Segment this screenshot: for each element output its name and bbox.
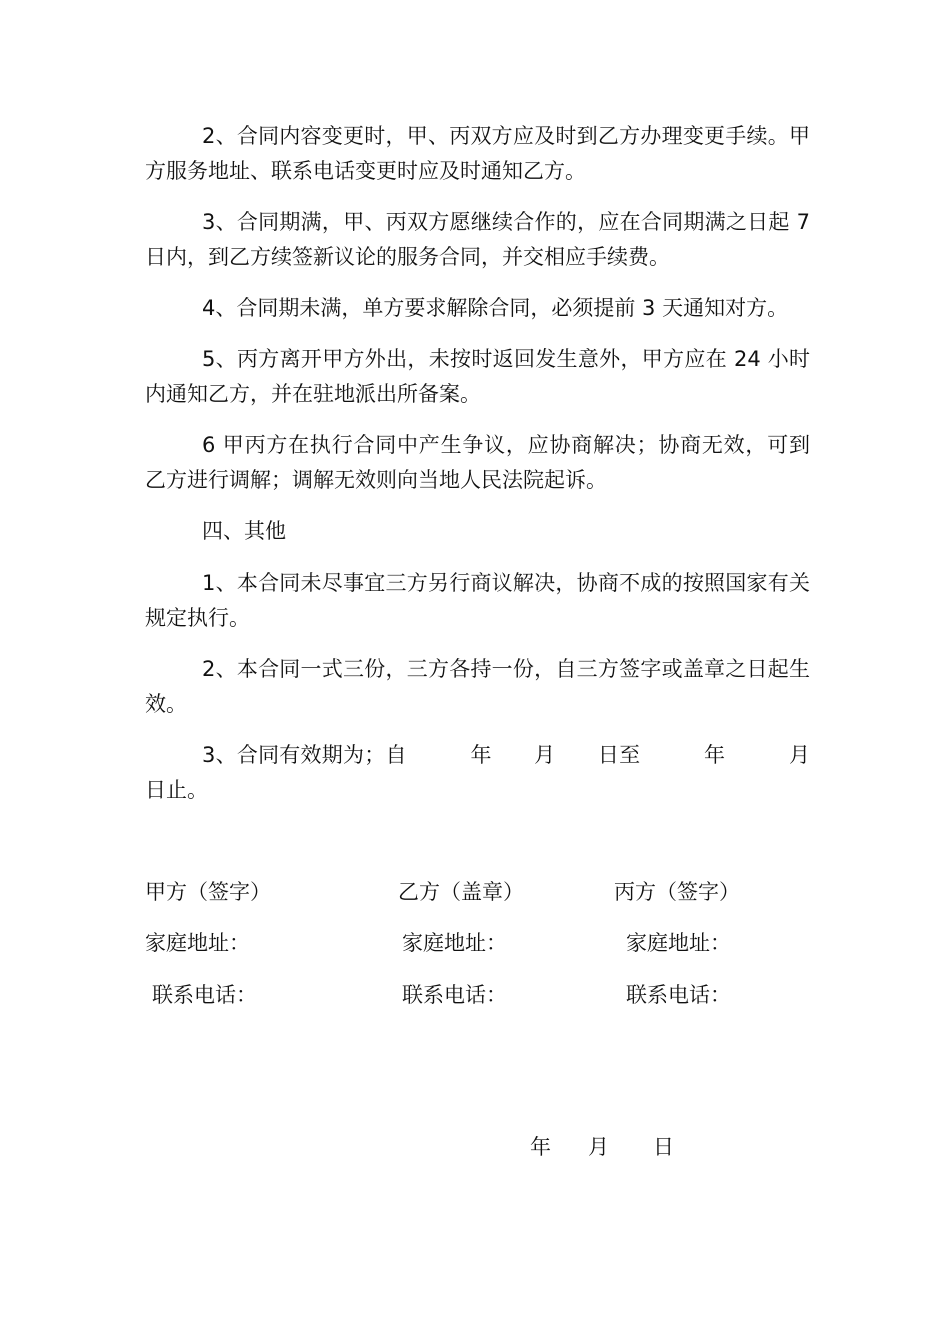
- clause-6-dispute: 6 甲丙方在执行合同中产生争议，应协商解决；协商无效，可到乙方进行调解；调解无效则向当地人民法院起诉。: [145, 433, 810, 492]
- date-day-label: 日: [653, 1135, 674, 1159]
- phone-party-a: 联系电话：: [152, 983, 257, 1007]
- address-party-a: 家庭地址：: [145, 931, 250, 955]
- other-clause-1: 1、本合同未尽事宜三方另行商议解决，协商不成的按照国家有关规定执行。: [145, 571, 810, 630]
- date-month-label: 月: [588, 1135, 609, 1159]
- other-clause-2: 2、本合同一式三份，三方各持一份，自三方签字或盖章之日起生效。: [145, 657, 810, 716]
- phone-party-b: 联系电话：: [402, 983, 507, 1007]
- clause-2-change: 2、合同内容变更时，甲、丙双方应及时到乙方办理变更手续。甲方服务地址、联系电话变更时应及时通知乙方。: [145, 124, 810, 183]
- address-party-b: 家庭地址：: [402, 931, 507, 955]
- signature-party-c: 丙方（签字）: [614, 880, 740, 904]
- signature-party-a: 甲方（签字）: [145, 880, 271, 904]
- clause-3-renewal: 3、合同期满，甲、丙双方愿继续合作的，应在合同期满之日起 7 日内，到乙方续签新议论的服务合同，并交相应手续费。: [145, 210, 810, 269]
- signature-party-b: 乙方（盖章）: [398, 880, 524, 904]
- date-year-label: 年: [530, 1135, 551, 1159]
- other-clause-3-validity: 3、合同有效期为；自 年 月 日至 年 月 日止。: [145, 743, 936, 802]
- clause-5-absence: 5、丙方离开甲方外出，未按时返回发生意外，甲方应在 24 小时内通知乙方，并在驻地派出所备案。: [145, 347, 810, 406]
- clause-4-termination: 4、合同期未满，单方要求解除合同，必须提前 3 天通知对方。: [202, 296, 789, 320]
- address-party-c: 家庭地址：: [626, 931, 731, 955]
- section-heading-other: 四、其他: [202, 519, 286, 543]
- phone-party-c: 联系电话：: [626, 983, 731, 1007]
